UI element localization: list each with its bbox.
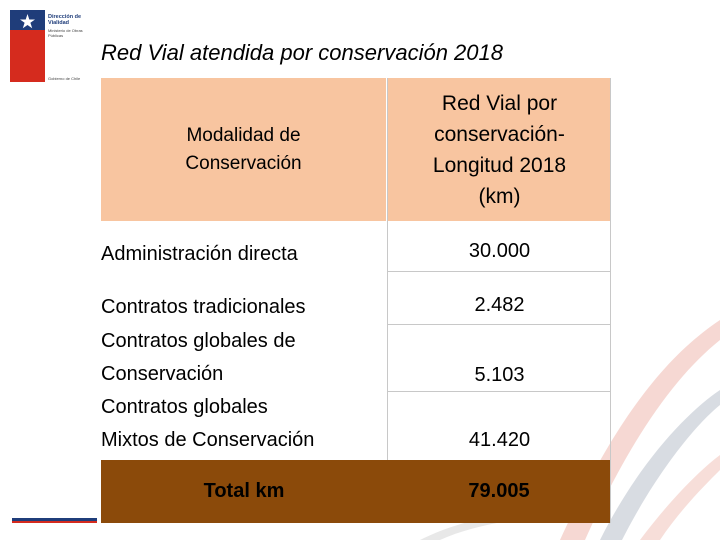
header-longitud-line1: Red Vial por bbox=[441, 91, 558, 115]
header-longitud-line2: conservación- bbox=[434, 122, 565, 146]
row-value-globales-conservacion: 5.103 bbox=[474, 364, 525, 386]
direccion-vialidad-logo bbox=[10, 10, 93, 82]
row-value-administracion: 30.000 bbox=[468, 240, 531, 262]
row-label-globales-mixtos bbox=[101, 391, 386, 457]
column-divider bbox=[387, 78, 388, 460]
header-modalidad-line1: Modalidad de bbox=[186, 124, 301, 146]
row-label-mixtos-line2: Mixtos de Conservación bbox=[101, 429, 315, 451]
header-longitud-line3: Longitud 2018 bbox=[432, 153, 567, 177]
total-label: Total km bbox=[101, 460, 387, 523]
header-longitud-line4: (km) bbox=[478, 184, 521, 208]
row-divider bbox=[387, 391, 611, 392]
header-modalidad-line2: Conservación bbox=[185, 152, 302, 174]
row-value-tradicionales: 2.482 bbox=[474, 294, 525, 316]
chile-flag-emblem-icon bbox=[10, 10, 45, 82]
row-label-globales-conservacion bbox=[101, 325, 386, 391]
header-modalidad bbox=[101, 78, 386, 221]
total-value: 79.005 bbox=[387, 460, 611, 523]
row-label-mixtos-line1: Contratos globales bbox=[101, 396, 268, 418]
logo-government: Gobierno de Chile bbox=[48, 76, 81, 81]
conservation-table bbox=[101, 78, 611, 523]
logo-text-block bbox=[48, 14, 93, 81]
row-label-tradicionales: Contratos tradicionales bbox=[101, 296, 306, 318]
logo-org-name: Dirección de Vialidad bbox=[48, 14, 82, 26]
row-divider bbox=[387, 324, 611, 325]
table-right-border bbox=[610, 78, 611, 523]
row-label-globales-line2: Conservación bbox=[101, 363, 224, 385]
logo-ministry: Ministerio de Obras Públicas bbox=[48, 28, 83, 38]
row-divider bbox=[387, 271, 611, 272]
row-value-globales-mixtos: 41.420 bbox=[468, 429, 531, 451]
row-label-globales-line1: Contratos globales de bbox=[101, 330, 296, 352]
header-longitud bbox=[388, 78, 611, 221]
page-title: Red Vial atendida por conservación 2018 bbox=[101, 40, 503, 65]
row-label-administracion: Administración directa bbox=[101, 243, 298, 265]
